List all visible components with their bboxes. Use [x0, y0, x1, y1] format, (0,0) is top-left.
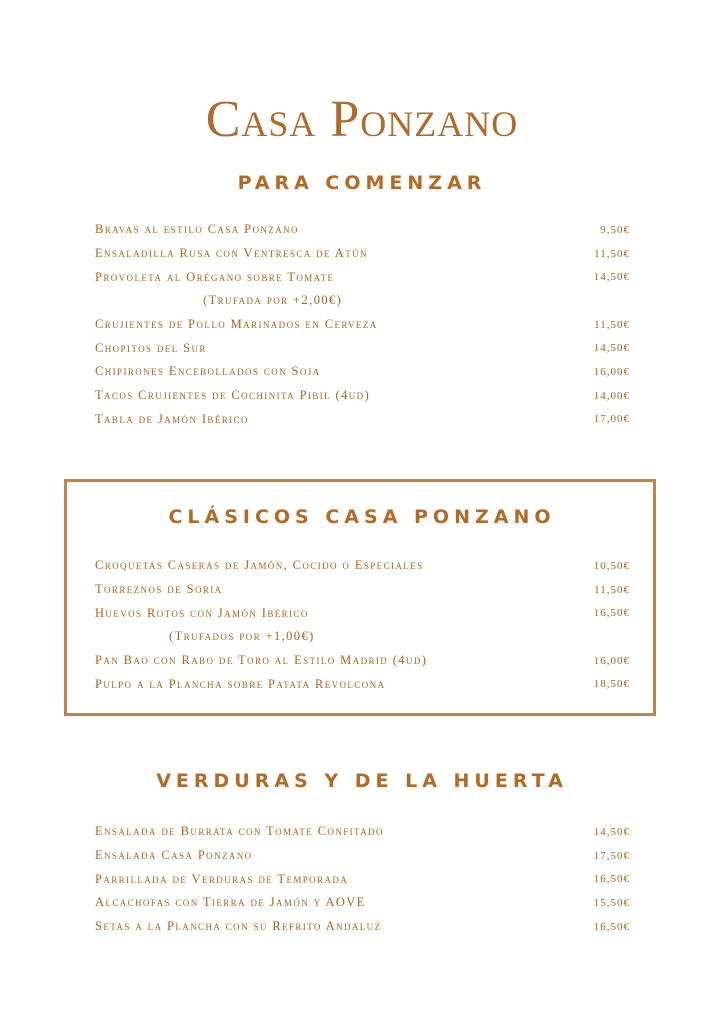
item-price: 11,50€ [594, 247, 630, 260]
menu-list-clasicos [95, 554, 630, 696]
item-note: (Trufados por +1,00€) [169, 629, 315, 644]
item-name: Torreznos de Soria [95, 582, 223, 597]
menu-list-para-comenzar [95, 218, 630, 431]
item-price: 9,50€ [600, 223, 630, 236]
menu-item [95, 265, 630, 289]
item-name: Chopitos del Sur [95, 340, 207, 355]
item-price: 16,50€ [593, 607, 630, 620]
item-price: 18,50€ [593, 678, 630, 691]
item-name: Setas a la Plancha con su Refrito Andaluz [95, 919, 382, 934]
menu-list-verduras [95, 820, 630, 938]
item-name: Pan Bao con Rabo de Toro al Estilo Madrid (4ud) [95, 653, 428, 668]
item-price: 15,50€ [593, 896, 630, 909]
item-name: Crujientes de Pollo Marinados en Cerveza [95, 317, 378, 332]
menu-item-note [95, 289, 630, 313]
item-price: 16,00€ [593, 365, 630, 378]
menu-item [95, 336, 630, 360]
item-name: Provoleta al Orégano sobre Tomate [95, 269, 335, 284]
item-price: 16,50€ [593, 873, 630, 886]
item-price: 14,00€ [593, 389, 630, 402]
menu-item [95, 578, 630, 602]
item-name: Chipirones Encebollados con Soja [95, 364, 321, 379]
item-price: 17,50€ [593, 849, 630, 862]
menu-item [95, 844, 630, 868]
item-name: Tabla de Jamón Ibérico [95, 411, 249, 426]
section-title-clasicos: CLÁSICOS CASA PONZANO [168, 506, 556, 528]
menu-item [95, 384, 630, 408]
menu-item-note [95, 625, 630, 649]
item-price: 14,50€ [593, 342, 630, 355]
menu-item [95, 601, 630, 625]
item-name: Alcachofas con Tierra de Jamón y AOVE [95, 895, 366, 910]
menu-item [95, 915, 630, 939]
section-title-verduras: VERDURAS Y DE LA HUERTA [156, 770, 568, 792]
menu-item [95, 867, 630, 891]
item-price: 16,00€ [593, 654, 630, 667]
menu-item [95, 360, 630, 384]
item-price: 11,50€ [594, 318, 630, 331]
menu-item [95, 820, 630, 844]
section-title-para-comenzar: PARA COMENZAR [237, 172, 487, 194]
item-price: 11,50€ [594, 583, 630, 596]
menu-item [95, 408, 630, 432]
menu-item [95, 313, 630, 337]
item-name: Bravas al estilo Casa Ponzano [95, 222, 299, 237]
item-price: 14,50€ [593, 825, 630, 838]
menu-item [95, 242, 630, 266]
item-price: 17,00€ [593, 413, 630, 426]
item-price: 14,50€ [593, 271, 630, 284]
item-name: Tacos Crujientes de Cochinita Pibil (4ud) [95, 388, 371, 403]
item-name: Ensaladilla Rusa con Ventresca de Atún [95, 246, 368, 261]
menu-item [95, 218, 630, 242]
item-name: Ensalada de Burrata con Tomate Confitado [95, 824, 384, 839]
menu-item [95, 891, 630, 915]
item-price: 10,50€ [593, 559, 630, 572]
item-name: Croquetas Caseras de Jamón, Cocido o Especiales [95, 558, 424, 573]
menu-item [95, 554, 630, 578]
item-name: Parrillada de Verduras de Temporada [95, 871, 349, 886]
item-note: (Trufada por +2,00€) [203, 293, 343, 308]
menu-item [95, 672, 630, 696]
restaurant-logo: Casa Ponzano [205, 91, 519, 148]
item-name: Ensalada Casa Ponzano [95, 848, 253, 863]
item-price: 16,50€ [593, 920, 630, 933]
menu-item [95, 649, 630, 673]
item-name: Huevos Rotos con Jamón Ibérico [95, 605, 309, 620]
item-name: Pulpo a la Plancha sobre Patata Revolcona [95, 676, 386, 691]
